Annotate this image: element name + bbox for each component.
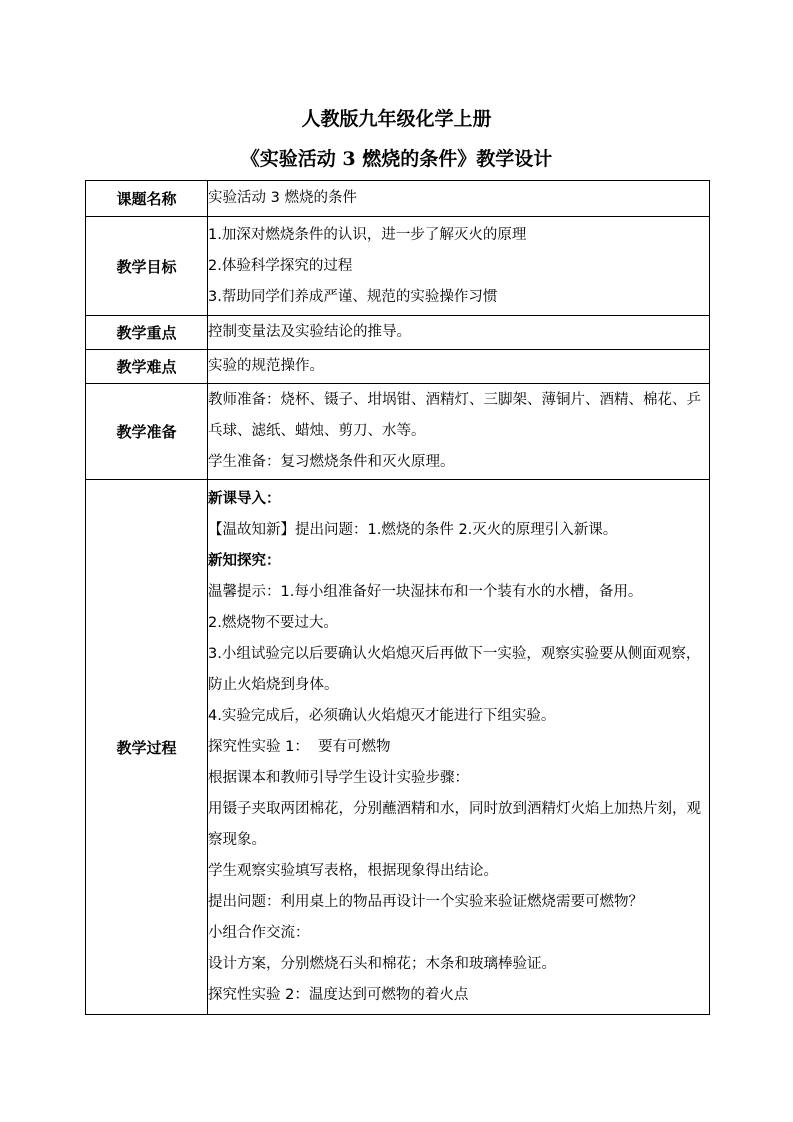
student-preparation-text: 学生准备：复习燃烧条件和灭火原理。	[208, 454, 455, 470]
row-label-process: 教学过程	[86, 480, 208, 1015]
table-row-key-points	[86, 316, 710, 350]
row-value-process	[208, 480, 710, 1015]
row-value-difficulties	[208, 350, 710, 384]
table-row-difficulties	[86, 350, 710, 384]
table-row-goals	[86, 217, 710, 316]
row-label-goals: 教学目标	[86, 217, 208, 316]
goal-item-2: 2.体验科学探究的过程	[208, 257, 353, 274]
topic-text: 实验活动 3 燃烧的条件	[208, 190, 357, 206]
tip-3: 3.小组试验完以后要确认火焰熄灭后再做下一实验，观察实验要从侧面观察，防止火焰烧到身体。	[208, 645, 701, 693]
row-label-topic: 课题名称	[86, 181, 208, 217]
row-value-key-points	[208, 316, 710, 350]
row-value-preparation	[208, 384, 710, 480]
experiment-1-record: 学生观察实验填写表格，根据现象得出结论。	[208, 862, 498, 879]
tip-1: 温馨提示：1.每小组准备好一块湿抹布和一个装有水的水槽，备用。	[208, 583, 643, 600]
intro-heading: 新课导入：	[208, 490, 281, 507]
design-plan: 设计方案，分别燃烧石头和棉花；木条和玻璃棒验证。	[208, 955, 556, 972]
table-row-process	[86, 480, 710, 1015]
experiment-1-title: 探究性实验 1： 要有可燃物	[208, 738, 391, 755]
lesson-plan-table	[85, 180, 710, 1015]
key-points-text: 控制变量法及实验结论的推导。	[208, 324, 411, 340]
teacher-preparation-text: 教师准备：烧杯、镊子、坩埚钳、酒精灯、三脚架、薄铜片、酒精、棉花、乒乓球、滤纸、蜡烛、剪刀、水等。	[208, 392, 701, 439]
row-value-topic	[208, 181, 710, 217]
explore-heading: 新知探究：	[208, 552, 281, 569]
experiment-1-guide: 根据课本和教师引导学生设计实验步骤：	[208, 769, 469, 786]
intro-text: 【温故知新】提出问题：1.燃烧的条件 2.灭火的原理引入新课。	[208, 521, 618, 538]
row-value-goals	[208, 217, 710, 316]
row-label-key-points: 教学重点	[86, 316, 208, 350]
tip-2: 2.燃烧物不要过大。	[208, 614, 338, 631]
table-row-topic	[86, 181, 710, 217]
row-label-difficulties: 教学难点	[86, 350, 208, 384]
difficulties-text: 实验的规范操作。	[208, 358, 324, 374]
experiment-1-question: 提出问题：利用桌上的物品再设计一个实验来验证燃烧需要可燃物？	[208, 893, 643, 910]
row-label-preparation: 教学准备	[86, 384, 208, 480]
document-subtitle: 《实验活动 3 燃烧的条件》教学设计	[240, 148, 553, 170]
table-row-preparation	[86, 384, 710, 480]
document-title: 人教版九年级化学上册	[301, 108, 492, 130]
experiment-2-title: 探究性实验 2：温度达到可燃物的着火点	[208, 986, 469, 1003]
tip-4: 4.实验完成后，必须确认火焰熄灭才能进行下组实验。	[208, 707, 556, 724]
experiment-1-steps: 用镊子夹取两团棉花，分别蘸酒精和水，同时放到酒精灯火焰上加热片刻，观察现象。	[208, 800, 701, 848]
goal-item-3: 3.帮助同学们养成严谨、规范的实验操作习惯	[208, 288, 498, 305]
goal-item-1: 1.加深对燃烧条件的认识，进一步了解灭火的原理	[208, 226, 527, 243]
group-discussion: 小组合作交流：	[208, 924, 310, 941]
